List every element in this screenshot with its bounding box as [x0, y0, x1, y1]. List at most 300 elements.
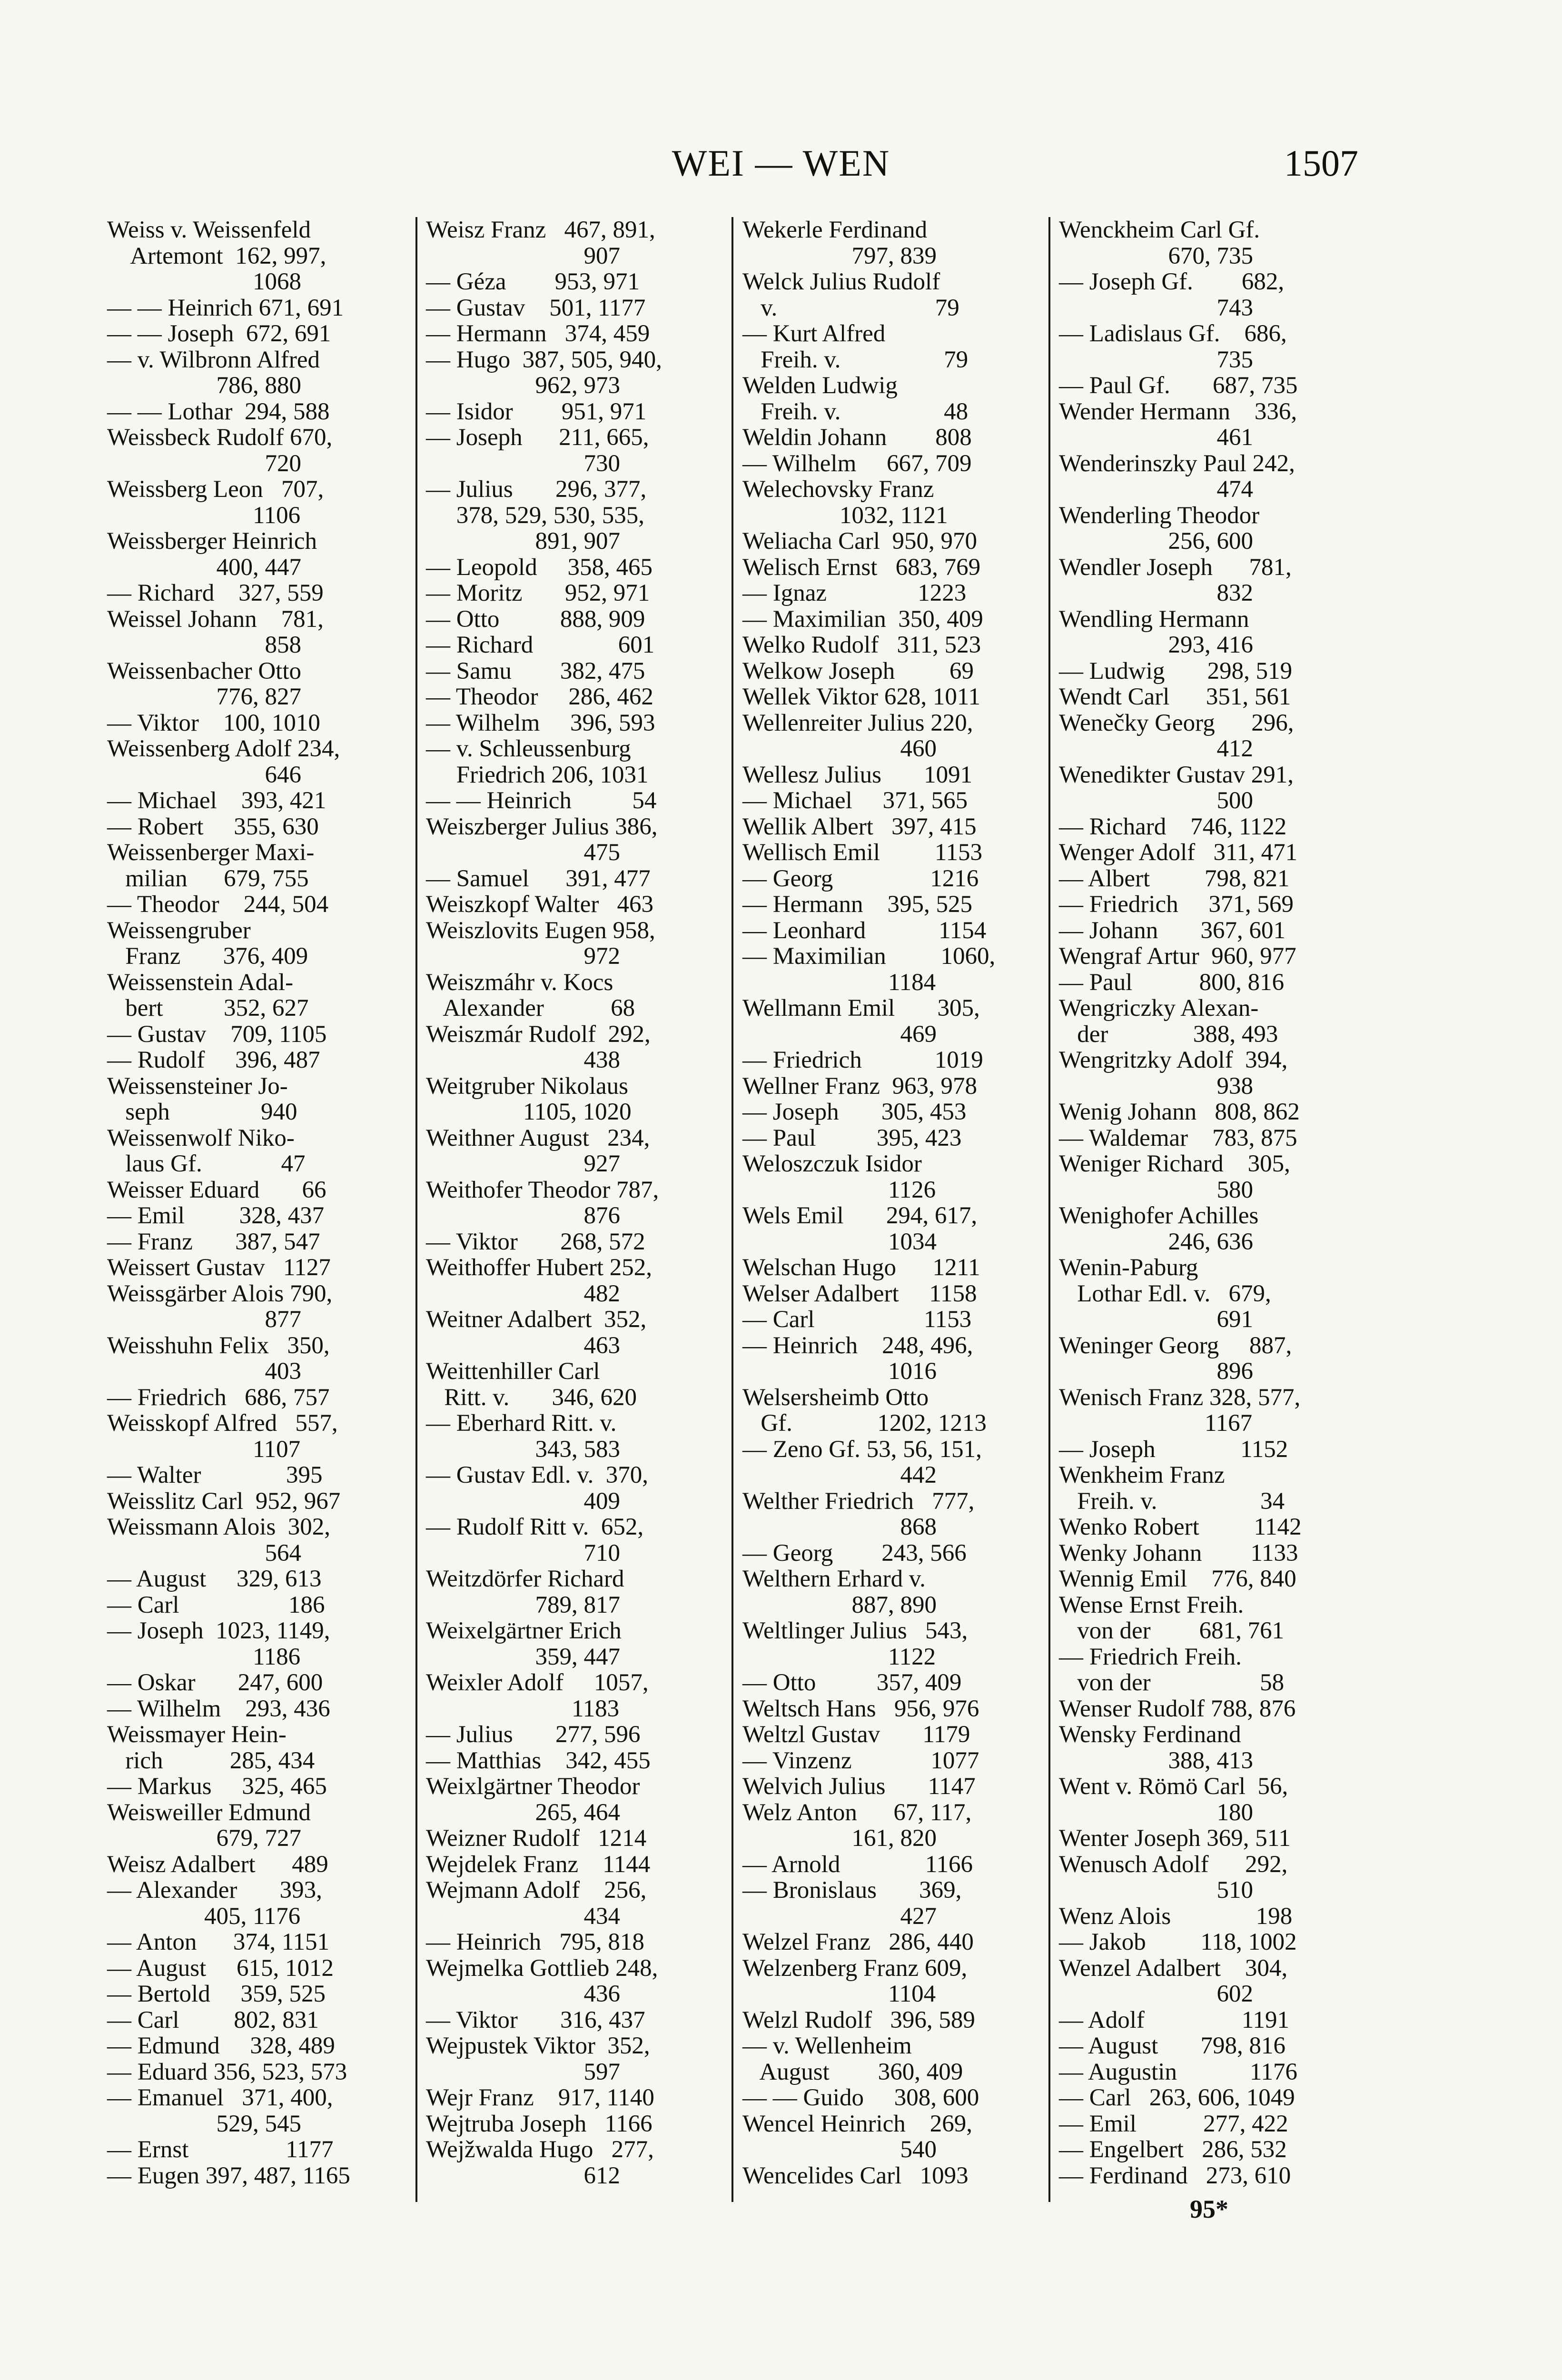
- index-entry-line: — Joseph 1023, 1149,: [107, 1617, 330, 1644]
- index-entry-line: 1016: [742, 1358, 937, 1385]
- index-entry-line: — Eberhard Ritt. v.: [426, 1410, 617, 1437]
- index-entry-line: 1068: [107, 268, 301, 295]
- index-entry-line: Weitgruber Nikolaus: [426, 1072, 629, 1100]
- index-entry-line: — Friedrich 371, 569: [1059, 891, 1294, 918]
- index-entry-line: 436: [426, 1981, 620, 2007]
- index-entry-line: — v. Wellenheim: [742, 2033, 912, 2059]
- index-entry-line: Weithoffer Hubert 252,: [426, 1254, 652, 1281]
- index-entry-line: Welko Rudolf 311, 523: [742, 632, 981, 658]
- index-entry-line: — Alexander 393,: [107, 1877, 322, 1904]
- index-entry-line: Weissmayer Hein-: [107, 1721, 287, 1748]
- index-entry-line: Friedrich 206, 1031: [426, 761, 649, 788]
- index-entry-line: — Isidor 951, 971: [426, 398, 647, 425]
- index-entry-line: — — Heinrich 671, 691: [107, 294, 344, 321]
- index-entry-line: 876: [426, 1202, 620, 1229]
- index-entry-line: — Kurt Alfred: [742, 320, 886, 347]
- index-entry-line: Wellenreiter Julius 220,: [742, 709, 973, 736]
- index-entry-line: Weissenwolf Niko-: [107, 1124, 295, 1151]
- index-entry-line: Wels Emil 294, 617,: [742, 1202, 978, 1229]
- index-entry-line: — Anton 374, 1151: [107, 1929, 330, 1955]
- index-entry-line: — Ernst 1177: [107, 2136, 334, 2163]
- index-entry-line: — Joseph Gf. 682,: [1059, 268, 1285, 295]
- index-entry-line: 409: [426, 1488, 620, 1515]
- index-entry-line: der 388, 493: [1059, 1021, 1278, 1048]
- index-entry-line: Weltzl Gustav 1179: [742, 1721, 970, 1748]
- index-entry-line: 256, 600: [1059, 528, 1253, 555]
- index-entry-line: 1126: [742, 1176, 936, 1203]
- index-entry-line: Weissgärber Alois 790,: [107, 1280, 333, 1307]
- column-3: [742, 217, 1042, 2189]
- index-entry-line: 896: [1059, 1358, 1253, 1385]
- index-entry-line: — Theodor 244, 504: [107, 891, 329, 918]
- index-entry-line: 427: [742, 1903, 937, 1930]
- index-entry-line: Weizner Rudolf 1214: [426, 1825, 647, 1852]
- index-entry-line: — Julius 296, 377,: [426, 476, 647, 503]
- index-entry-line: 400, 447: [107, 554, 301, 581]
- index-entry-line: — Georg 1216: [742, 865, 979, 892]
- index-entry-line: — Matthias 342, 455: [426, 1747, 651, 1774]
- index-entry-line: Weliacha Carl 950, 970: [742, 528, 977, 555]
- index-entry-line: Weldin Johann 808: [742, 424, 972, 451]
- column-divider: [1048, 217, 1050, 2202]
- index-entry-line: Welz Anton 67, 117,: [742, 1799, 972, 1826]
- index-entry-line: Wencelides Carl 1093: [742, 2162, 969, 2189]
- index-entry-line: 786, 880: [107, 372, 301, 399]
- index-entry-line: Welsersheimb Otto: [742, 1384, 929, 1411]
- index-entry-line: — August 798, 816: [1059, 2033, 1286, 2059]
- index-entry-line: 832: [1059, 580, 1253, 606]
- index-entry-line: Wencel Heinrich 269,: [742, 2110, 973, 2137]
- index-entry-line: Franz 376, 409: [107, 943, 308, 970]
- index-entry-line: 1105, 1020: [426, 1099, 632, 1125]
- index-entry-line: Wenin-Paburg: [1059, 1254, 1198, 1281]
- index-entry-line: 1034: [742, 1228, 937, 1255]
- index-entry-line: Weixelgärtner Erich: [426, 1617, 622, 1644]
- index-entry-line: Welisch Ernst 683, 769: [742, 554, 981, 581]
- index-entry-line: — Richard 601: [426, 632, 655, 658]
- index-entry-line: 891, 907: [426, 528, 620, 555]
- index-entry-line: Weissenbacher Otto: [107, 657, 301, 684]
- index-entry-line: Weissert Gustav 1127: [107, 1254, 331, 1281]
- index-entry-line: Weixlgärtner Theodor: [426, 1773, 640, 1800]
- index-entry-line: Weloszczuk Isidor: [742, 1150, 922, 1177]
- index-entry-line: — Moritz 952, 971: [426, 580, 650, 606]
- index-entry-line: — Emil 328, 437: [107, 1202, 325, 1229]
- index-entry-line: Lothar Edl. v. 679,: [1059, 1280, 1271, 1307]
- index-entry-line: rich 285, 434: [107, 1747, 315, 1774]
- index-entry-line: Wenger Adolf 311, 471: [1059, 839, 1298, 866]
- index-entry-line: — Ludwig 298, 519: [1059, 657, 1293, 684]
- index-entry-line: — Friedrich 1019: [742, 1047, 983, 1073]
- index-entry-line: Welechovsky Franz: [742, 476, 934, 503]
- index-entry-line: — Gustav Edl. v. 370,: [426, 1462, 648, 1488]
- index-entry-line: Wenser Rudolf 788, 876: [1059, 1695, 1296, 1722]
- index-entry-line: — Walter 395: [107, 1462, 323, 1488]
- index-entry-line: Weissensteiner Jo-: [107, 1072, 288, 1100]
- index-entry-line: 564: [107, 1539, 301, 1567]
- index-entry-line: — Rudolf 396, 487: [107, 1047, 320, 1073]
- index-entry-line: Weninger Georg 887,: [1059, 1332, 1292, 1359]
- index-entry-line: Welden Ludwig: [742, 372, 898, 399]
- index-entry-line: — Bronislaus 369,: [742, 1877, 962, 1904]
- index-entry-line: — Paul 395, 423: [742, 1124, 962, 1151]
- index-entry-line: laus Gf. 47: [107, 1150, 306, 1177]
- index-entry-line: Wennig Emil 776, 840: [1059, 1566, 1296, 1592]
- index-entry-line: Weiss v. Weissenfeld: [107, 217, 311, 243]
- index-entry-line: Weittenhiller Carl: [426, 1358, 600, 1385]
- column-4: [1059, 217, 1383, 2189]
- index-entry-line: 907: [426, 242, 620, 269]
- index-entry-line: 529, 545: [107, 2110, 301, 2137]
- index-entry-line: — Richard 327, 559: [107, 580, 324, 606]
- index-entry-line: 858: [107, 632, 301, 658]
- page-title: WEI — WEN: [672, 142, 890, 184]
- page-number: 1507: [1284, 142, 1358, 184]
- index-entry-line: Welther Friedrich 777,: [742, 1488, 975, 1515]
- index-entry-line: Weisskopf Alfred 557,: [107, 1410, 338, 1437]
- index-columns: [107, 217, 1402, 2189]
- index-entry-line: Weisz Franz 467, 891,: [426, 217, 655, 243]
- index-entry-line: 161, 820: [742, 1825, 937, 1852]
- index-entry-line: — Johann 367, 601: [1059, 917, 1285, 944]
- index-entry-line: — Robert 355, 630: [107, 813, 319, 840]
- index-entry-line: 927: [426, 1150, 620, 1177]
- index-entry-line: — Viktor 100, 1010: [107, 709, 320, 736]
- index-entry-line: 1186: [107, 1643, 301, 1670]
- index-entry-line: Wellek Viktor 628, 1011: [742, 684, 980, 710]
- index-entry-line: Weisz Adalbert 489: [107, 1851, 328, 1878]
- index-entry-line: Wendler Joseph 781,: [1059, 554, 1292, 581]
- index-entry-line: Wenečky Georg 296,: [1059, 709, 1294, 736]
- index-entry-line: 474: [1059, 476, 1253, 503]
- index-entry-line: Wenckheim Carl Gf.: [1059, 217, 1260, 243]
- index-entry-line: Weniger Richard 305,: [1059, 1150, 1290, 1177]
- index-entry-line: — Jakob 118, 1002: [1059, 1929, 1297, 1955]
- index-entry-line: Wejmann Adolf 256,: [426, 1877, 647, 1904]
- index-entry-line: 463: [426, 1332, 620, 1359]
- signature-mark: 95*: [1190, 2195, 1228, 2223]
- index-entry-line: — Paul 800, 816: [1059, 969, 1285, 996]
- index-entry-line: — Georg 243, 566: [742, 1539, 967, 1567]
- index-entry-line: 265, 464: [426, 1799, 620, 1826]
- index-entry-line: Freih. v. 48: [742, 398, 969, 425]
- index-entry-line: — Albert 798, 821: [1059, 865, 1290, 892]
- index-entry-line: — Emanuel 371, 400,: [107, 2084, 333, 2111]
- index-entry-line: 972: [426, 943, 620, 970]
- index-entry-line: Alexander 68: [426, 995, 635, 1021]
- index-entry-line: 540: [742, 2136, 937, 2163]
- index-entry-line: 776, 827: [107, 684, 301, 710]
- index-entry-line: Welck Julius Rudolf: [742, 268, 940, 295]
- index-entry-line: Wellik Albert 397, 415: [742, 813, 977, 840]
- column-1: [107, 217, 412, 2189]
- index-entry-line: 343, 583: [426, 1436, 620, 1463]
- index-entry-line: 1104: [742, 1981, 936, 2007]
- index-entry-line: Weisser Eduard 66: [107, 1176, 326, 1203]
- index-entry-line: Weithner August 234,: [426, 1124, 650, 1151]
- index-entry-line: Wender Hermann 336,: [1059, 398, 1297, 425]
- index-entry-line: Wellisch Emil 1153: [742, 839, 982, 866]
- index-entry-line: 1122: [742, 1643, 936, 1670]
- index-entry-line: Welvich Julius 1147: [742, 1773, 976, 1800]
- index-entry-line: — Joseph 211, 665,: [426, 424, 649, 451]
- index-entry-line: Wenz Alois 198: [1059, 1903, 1293, 1930]
- index-entry-line: Welschan Hugo 1211: [742, 1254, 980, 1281]
- index-entry-line: — Géza 953, 971: [426, 268, 640, 295]
- index-entry-line: — Hermann 374, 459: [426, 320, 650, 347]
- index-entry-line: 475: [426, 839, 620, 866]
- index-entry-line: Wenig Johann 808, 862: [1059, 1099, 1300, 1125]
- index-entry-line: — Edmund 328, 489: [107, 2033, 335, 2059]
- index-entry-line: 646: [107, 761, 301, 788]
- index-entry-line: 469: [742, 1021, 937, 1048]
- index-entry-line: 887, 890: [742, 1591, 937, 1618]
- index-entry-line: — Carl 263, 606, 1049: [1059, 2084, 1295, 2111]
- index-entry-line: 1032, 1121: [742, 502, 948, 529]
- index-entry-line: Wellmann Emil 305,: [742, 995, 980, 1021]
- index-entry-line: Wejdelek Franz 1144: [426, 1851, 651, 1878]
- index-entry-line: — Emil 277, 422: [1059, 2110, 1288, 2137]
- index-entry-line: — Augustin 1176: [1059, 2058, 1298, 2085]
- index-entry-line: 438: [426, 1047, 620, 1073]
- index-entry-line: 670, 735: [1059, 242, 1253, 269]
- index-entry-line: Wenisch Franz 328, 577,: [1059, 1384, 1301, 1411]
- index-entry-line: von der 58: [1059, 1669, 1285, 1696]
- index-entry-line: — August 329, 613: [107, 1566, 322, 1592]
- index-entry-line: — August 615, 1012: [107, 1954, 334, 1982]
- index-entry-line: Welzenberg Franz 609,: [742, 1954, 968, 1982]
- index-entry-line: — Gustav 709, 1105: [107, 1021, 327, 1048]
- index-entry-line: — Bertold 359, 525: [107, 1981, 326, 2007]
- index-entry-line: — Otto 888, 909: [426, 605, 645, 633]
- index-entry-line: — Arnold 1166: [742, 1851, 973, 1878]
- index-entry-line: Welser Adalbert 1158: [742, 1280, 977, 1307]
- index-entry-line: — Hugo 387, 505, 940,: [426, 346, 662, 373]
- index-entry-line: Weiszmáhr v. Kocs: [426, 969, 613, 996]
- index-entry-line: — Eugen 397, 487, 1165: [107, 2162, 350, 2189]
- index-entry-line: Wenderling Theodor: [1059, 502, 1260, 529]
- index-entry-line: Weitzdörfer Richard: [426, 1566, 624, 1592]
- index-entry-line: — Viktor 316, 437: [426, 2006, 645, 2033]
- index-entry-line: Welkow Joseph 69: [742, 657, 974, 684]
- index-entry-line: — Ferdinand 273, 610: [1059, 2162, 1291, 2189]
- index-entry-line: Gf. 1202, 1213: [742, 1410, 987, 1437]
- index-entry-line: — Friedrich 686, 757: [107, 1384, 330, 1411]
- index-entry-line: milian 679, 755: [107, 865, 309, 892]
- index-entry-line: 789, 817: [426, 1591, 620, 1618]
- index-entry-line: 482: [426, 1280, 620, 1307]
- index-entry-line: Weissenberg Adolf 234,: [107, 735, 340, 762]
- index-entry-line: Wenusch Adolf 292,: [1059, 1851, 1288, 1878]
- index-entry-line: Wejmelka Gottlieb 248,: [426, 1954, 658, 1982]
- index-entry-line: Wendt Carl 351, 561: [1059, 684, 1291, 710]
- index-entry-line: 1167: [1059, 1410, 1253, 1437]
- index-entry-line: Welzel Franz 286, 440: [742, 1929, 974, 1955]
- index-entry-line: Weissel Johann 781,: [107, 605, 324, 633]
- index-entry-line: 442: [742, 1462, 937, 1488]
- index-entry-line: Wenderinszky Paul 242,: [1059, 450, 1295, 477]
- index-entry-line: 412: [1059, 735, 1253, 762]
- index-entry-line: — Wilhelm 293, 436: [107, 1695, 330, 1722]
- index-entry-line: — — Lothar 294, 588: [107, 398, 330, 425]
- index-entry-line: Wejr Franz 917, 1140: [426, 2084, 654, 2111]
- index-entry-line: Weiszberger Julius 386,: [426, 813, 658, 840]
- index-entry-line: 388, 413: [1059, 1747, 1253, 1774]
- index-entry-line: — Markus 325, 465: [107, 1773, 327, 1800]
- index-entry-line: v. 79: [742, 294, 959, 321]
- index-entry-line: — Maximilian 350, 409: [742, 605, 983, 633]
- index-entry-line: Weiszmár Rudolf 292,: [426, 1021, 651, 1048]
- index-entry-line: Weisslitz Carl 952, 967: [107, 1488, 341, 1515]
- index-entry-line: 460: [742, 735, 937, 762]
- index-entry-line: Weissbeck Rudolf 670,: [107, 424, 333, 451]
- index-entry-line: 359, 447: [426, 1643, 620, 1670]
- index-entry-line: 691: [1059, 1306, 1253, 1333]
- index-entry-line: Wejpustek Viktor 352,: [426, 2033, 650, 2059]
- index-entry-line: Wense Ernst Freih.: [1059, 1591, 1244, 1618]
- index-entry-line: bert 352, 627: [107, 995, 309, 1021]
- index-entry-line: seph 940: [107, 1099, 297, 1125]
- index-entry-line: 710: [426, 1539, 620, 1567]
- index-entry-line: — Ignaz 1223: [742, 580, 967, 606]
- index-entry-line: Freih. v. 79: [742, 346, 969, 373]
- index-entry-line: 1107: [107, 1436, 301, 1463]
- index-entry-line: Weissberg Leon 707,: [107, 476, 324, 503]
- index-entry-line: Wekerle Ferdinand: [742, 217, 928, 243]
- index-entry-line: 612: [426, 2162, 620, 2189]
- index-entry-line: Wenzel Adalbert 304,: [1059, 1954, 1288, 1982]
- index-entry-line: — — Heinrich 54: [426, 787, 657, 814]
- index-entry-line: — Samu 382, 475: [426, 657, 645, 684]
- index-entry-line: — Carl 802, 831: [107, 2006, 319, 2033]
- index-entry-line: Weissmann Alois 302,: [107, 1514, 331, 1540]
- index-entry-line: Ritt. v. 346, 620: [426, 1384, 637, 1411]
- index-entry-line: 180: [1059, 1799, 1253, 1826]
- index-entry-line: 797, 839: [742, 242, 937, 269]
- index-entry-line: — Wilhelm 396, 593: [426, 709, 655, 736]
- index-entry-line: — Otto 357, 409: [742, 1669, 962, 1696]
- index-entry-line: Weissenberger Maxi-: [107, 839, 315, 866]
- index-entry-line: — Theodor 286, 462: [426, 684, 653, 710]
- index-entry-line: 602: [1059, 1981, 1253, 2007]
- index-entry-line: — Joseph 305, 453: [742, 1099, 967, 1125]
- index-entry-line: Weixler Adolf 1057,: [426, 1669, 649, 1696]
- index-entry-line: — Paul Gf. 687, 735: [1059, 372, 1298, 399]
- index-entry-line: Wengraf Artur 960, 977: [1059, 943, 1296, 970]
- index-entry-line: Weitner Adalbert 352,: [426, 1306, 647, 1333]
- index-entry-line: 500: [1059, 787, 1253, 814]
- index-entry-line: Wenkheim Franz: [1059, 1462, 1225, 1488]
- index-entry-line: Wendling Hermann: [1059, 605, 1249, 633]
- index-entry-line: 293, 416: [1059, 632, 1253, 658]
- index-entry-line: — Michael 393, 421: [107, 787, 326, 814]
- index-entry-line: Wenighofer Achilles: [1059, 1202, 1259, 1229]
- index-entry-line: 461: [1059, 424, 1253, 451]
- index-entry-line: Wengritzky Adolf 394,: [1059, 1047, 1288, 1073]
- index-entry-line: — Heinrich 248, 496,: [742, 1332, 973, 1359]
- index-entry-line: 378, 529, 530, 535,: [426, 502, 644, 529]
- index-entry-line: — Eduard 356, 523, 573: [107, 2058, 347, 2085]
- column-2: [426, 217, 726, 2189]
- index-entry-line: Wellner Franz 963, 978: [742, 1072, 978, 1100]
- index-entry-line: — Samuel 391, 477: [426, 865, 651, 892]
- index-entry-line: 246, 636: [1059, 1228, 1253, 1255]
- column-divider: [415, 217, 417, 2202]
- index-entry-line: — Engelbert 286, 532: [1059, 2136, 1287, 2163]
- index-entry-line: Wenky Johann 1133: [1059, 1539, 1298, 1567]
- index-entry-line: — Carl 186: [107, 1591, 325, 1618]
- index-entry-line: — Heinrich 795, 818: [426, 1929, 644, 1955]
- index-entry-line: Weltlinger Julius 543,: [742, 1617, 968, 1644]
- index-entry-line: — Zeno Gf. 53, 56, 151,: [742, 1436, 982, 1463]
- index-entry-line: Wengriczky Alexan-: [1059, 995, 1259, 1021]
- index-entry-line: Weissengruber: [107, 917, 251, 944]
- index-entry-line: Welzl Rudolf 396, 589: [742, 2006, 975, 2033]
- column-divider: [732, 217, 733, 2202]
- page-header: [0, 129, 1562, 200]
- index-entry-line: — Vinzenz 1077: [742, 1747, 979, 1774]
- index-entry-line: 1184: [742, 969, 936, 996]
- index-entry-line: 735: [1059, 346, 1253, 373]
- index-entry-line: Wenter Joseph 369, 511: [1059, 1825, 1291, 1852]
- index-entry-line: — Waldemar 783, 875: [1059, 1124, 1297, 1151]
- index-entry-line: Welthern Erhard v.: [742, 1566, 926, 1592]
- index-entry-line: Weiszlovits Eugen 958,: [426, 917, 655, 944]
- index-entry-line: — Wilhelm 667, 709: [742, 450, 972, 477]
- index-entry-line: 580: [1059, 1176, 1253, 1203]
- index-entry-line: — Julius 277, 596: [426, 1721, 641, 1748]
- index-entry-line: 1183: [426, 1695, 620, 1722]
- index-entry-line: — Rudolf Ritt v. 652,: [426, 1514, 644, 1540]
- index-entry-line: August 360, 409: [742, 2058, 963, 2085]
- index-entry-line: 405, 1176: [107, 1903, 301, 1930]
- index-entry-line: — Maximilian 1060,: [742, 943, 996, 970]
- index-entry-line: — Carl 1153: [742, 1306, 972, 1333]
- index-entry-line: — Michael 371, 565: [742, 787, 968, 814]
- index-entry-line: 679, 727: [107, 1825, 301, 1852]
- index-entry-line: — v. Wilbronn Alfred: [107, 346, 320, 373]
- index-entry-line: Weithofer Theodor 787,: [426, 1176, 659, 1203]
- index-entry-line: 720: [107, 450, 301, 477]
- index-entry-line: Weisshuhn Felix 350,: [107, 1332, 330, 1359]
- index-entry-line: 962, 973: [426, 372, 620, 399]
- index-entry-line: 730: [426, 450, 620, 477]
- index-entry-line: Weisweiller Edmund: [107, 1799, 311, 1826]
- index-entry-line: Weissenstein Adal-: [107, 969, 294, 996]
- index-entry-line: — Oskar 247, 600: [107, 1669, 323, 1696]
- index-entry-line: — v. Schleussenburg: [426, 735, 631, 762]
- index-entry-line: — Hermann 395, 525: [742, 891, 973, 918]
- index-entry-line: — Leonhard 1154: [742, 917, 987, 944]
- index-entry-line: — — Joseph 672, 691: [107, 320, 331, 347]
- index-entry-line: Wenko Robert 1142: [1059, 1514, 1302, 1540]
- index-entry-line: 434: [426, 1903, 620, 1930]
- index-entry-line: — Gustav 501, 1177: [426, 294, 646, 321]
- index-entry-line: — Friedrich Freih.: [1059, 1643, 1242, 1670]
- index-entry-line: 510: [1059, 1877, 1253, 1904]
- index-entry-line: Went v. Römö Carl 56,: [1059, 1773, 1288, 1800]
- index-entry-line: — — Guido 308, 600: [742, 2084, 979, 2111]
- index-entry-line: Weissberger Heinrich: [107, 528, 317, 555]
- index-entry-line: — Viktor 268, 572: [426, 1228, 645, 1255]
- index-entry-line: Wejtruba Joseph 1166: [426, 2110, 652, 2137]
- index-entry-line: Wejžwalda Hugo 277,: [426, 2136, 654, 2163]
- index-entry-line: Freih. v. 34: [1059, 1488, 1285, 1515]
- index-entry-line: — Joseph 1152: [1059, 1436, 1288, 1463]
- index-entry-line: Artemont 162, 997,: [107, 242, 326, 269]
- index-entry-line: von der 681, 761: [1059, 1617, 1285, 1644]
- index-entry-line: — Franz 387, 547: [107, 1228, 320, 1255]
